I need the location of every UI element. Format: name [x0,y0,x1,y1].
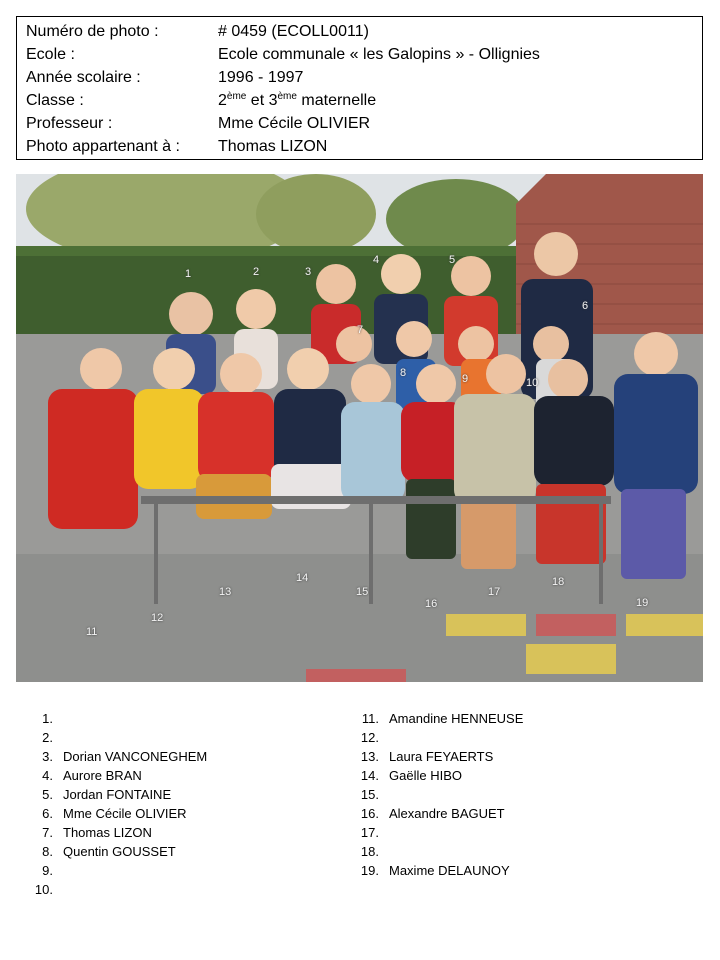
info-value: Mme Cécile OLIVIER [218,115,371,132]
info-label: Photo appartenant à : [26,138,180,155]
photo-number-label: 8 [400,367,407,379]
class-photo-image [16,174,703,682]
list-item: 12. [360,730,379,745]
list-item: 11. Amandine HENNEUSE [361,711,524,726]
list-item: 17. [360,825,379,840]
list-item: 2. [42,730,53,745]
photo-number-label: 14 [296,572,309,584]
info-value: Ecole communale « les Galopins » - Ollignies [218,46,540,63]
photo-number-label: 17 [488,586,501,598]
list-item: 13. Laura FEYAERTS [360,749,494,764]
photo-number-label: 4 [373,254,380,266]
photo-number-label: 19 [636,597,649,609]
list-item: 4. Aurore BRAN [42,768,142,783]
list-item: 14. Gaëlle HIBO [360,768,462,783]
list-item: 6. Mme Cécile OLIVIER [42,806,187,821]
info-value: Thomas LIZON [218,138,328,155]
photo-number-label: 18 [552,576,565,588]
photo-number-label: 12 [151,612,164,624]
photo-number-label: 16 [425,598,438,610]
info-value: # 0459 (ECOLL0011) [218,23,369,40]
names-list-right [359,709,699,880]
photo-number-label: 5 [449,254,456,266]
photo-number-label: 1 [185,268,192,280]
list-item: 19. Maxime DELAUNOY [360,863,510,878]
list-item: 9. [42,863,53,878]
photo-number-label: 6 [582,300,589,312]
list-item: 15. [360,787,379,802]
info-value: 1996 - 1997 [218,69,304,86]
photo-info-box [16,16,703,160]
list-item: 8. Quentin GOUSSET [42,844,176,859]
photo-number-label: 2 [253,266,260,278]
photo-number-label: 9 [462,373,469,385]
photo-number-label: 13 [219,586,232,598]
photo-number-label: 7 [357,324,364,336]
info-value: 2ème et 3ème maternelle [218,91,377,109]
names-list-left [33,709,333,899]
list-item: 7. Thomas LIZON [42,825,152,840]
info-label: Professeur : [26,115,113,132]
photo-number-label: 10 [526,377,539,389]
photo-number-label: 11 [86,626,98,638]
photo-number-label: 3 [305,266,312,278]
list-item: 16. Alexandre BAGUET [360,806,505,821]
list-item: 5. Jordan FONTAINE [42,787,172,802]
info-label: Classe : [26,92,84,109]
photo-number-label: 15 [356,586,369,598]
list-item: 3. Dorian VANCONEGHEM [42,749,208,764]
info-label: Année scolaire : [26,69,141,86]
list-item: 1. [42,711,53,726]
class-photo [16,174,703,682]
info-label: Numéro de photo : [26,23,159,40]
list-item: 18. [360,844,379,859]
list-item: 10. [34,882,53,897]
info-label: Ecole : [26,46,75,63]
